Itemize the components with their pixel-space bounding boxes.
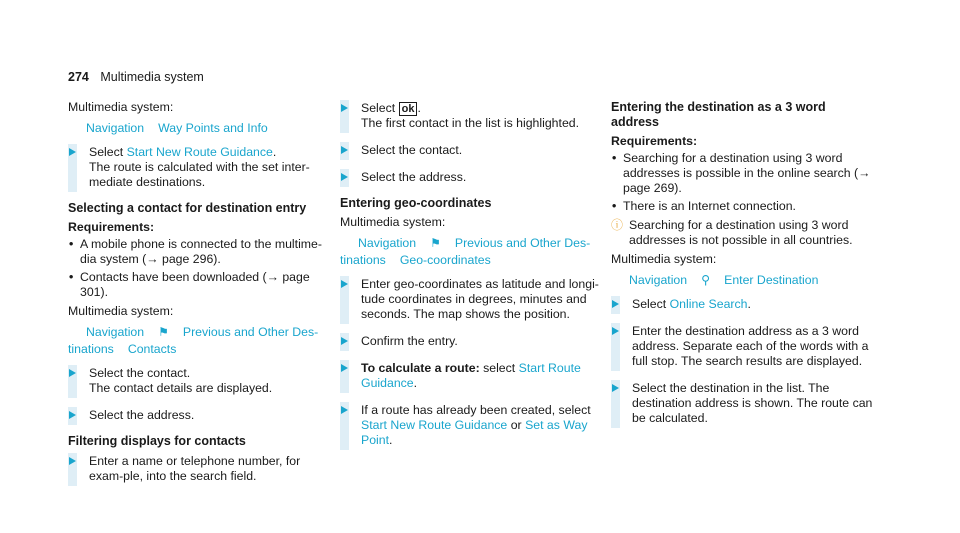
intro-text: Multimedia system:	[340, 215, 446, 229]
menu-path	[68, 325, 332, 340]
requirements-list	[611, 151, 875, 214]
step-bar	[340, 360, 349, 393]
step-text: .	[413, 376, 418, 390]
step-text: .	[272, 145, 277, 159]
step-bar	[611, 380, 620, 428]
step-bar	[68, 407, 77, 425]
arrow-icon	[341, 146, 348, 154]
step-bar	[340, 100, 349, 133]
step-text: If a route has already been created, select	[361, 403, 591, 417]
step-bar	[611, 296, 620, 314]
arrow-icon	[612, 327, 619, 335]
step-text: Select the address.	[361, 170, 467, 184]
step-text: Enter the destination address as a 3 word address. Separate each of the words with a full stop. The search results are displayed.	[632, 324, 869, 368]
column-3	[611, 100, 875, 437]
menu-path-item: Navigation	[86, 325, 145, 339]
menu-path-item: Navigation	[86, 121, 145, 135]
menu-path-item: Contacts	[127, 342, 177, 356]
instruction-step	[68, 453, 332, 486]
menu-path-item: Enter Destination	[724, 273, 819, 287]
menu-link: Start New Route Guidance	[361, 418, 508, 432]
instruction-step	[611, 380, 875, 428]
instruction-step	[340, 333, 604, 351]
arrow-icon	[612, 384, 619, 392]
requirement-item: • There is an Internet connection.	[611, 199, 875, 214]
step-text: Enter geo-coordinates as latitude and longi-tude coordinates in degrees, minutes and seconds. The map shows the position.	[361, 277, 599, 321]
intro-text: Multimedia system:	[611, 252, 717, 266]
column-1	[68, 100, 332, 495]
requirements-list	[68, 237, 332, 300]
step-text: .	[417, 101, 421, 115]
menu-path-item: Geo-coordinates	[399, 253, 491, 267]
step-result: The route is calculated with the set inter-mediate destinations.	[89, 160, 310, 189]
menu-path	[340, 236, 604, 251]
step-text: Enter a name or telephone number, for exam-ple, into the search field.	[89, 454, 301, 483]
instruction-step	[611, 323, 875, 371]
menu-path-item: tinations	[68, 342, 114, 356]
column-2	[340, 100, 604, 459]
menu-path-item: Previous and Other Des-	[454, 236, 591, 250]
step-bar	[68, 144, 77, 192]
menu-link: Start New Route Guidance	[126, 145, 273, 159]
step-bar	[340, 276, 349, 324]
requirement-item: • Searching for a destination using 3 word addresses is possible in the online search (→ page 269).	[611, 151, 875, 196]
page-header	[68, 70, 204, 85]
search-icon: ⚲	[701, 273, 711, 287]
step-bar	[68, 365, 77, 398]
info-note	[611, 218, 875, 248]
section-heading: Entering the destination as a 3 word address	[611, 100, 826, 129]
section-heading: Entering geo-coordinates	[340, 196, 492, 210]
arrow-icon	[69, 457, 76, 465]
instruction-step	[340, 100, 604, 133]
instruction-step	[340, 142, 604, 160]
step-bar	[340, 142, 349, 160]
step-text: Confirm the entry.	[361, 334, 458, 348]
step-text: Select the contact.	[361, 143, 463, 157]
flag-icon: ⚑	[430, 236, 441, 250]
step-text: Select the contact.	[89, 366, 191, 380]
step-bar	[68, 453, 77, 486]
menu-path	[68, 342, 332, 357]
arrow-icon	[341, 173, 348, 181]
step-text: .	[747, 297, 751, 311]
step-text: select	[479, 361, 519, 375]
step-text: Select the address.	[89, 408, 195, 422]
arrow-icon	[612, 300, 619, 308]
step-bar	[340, 169, 349, 187]
arrow-icon	[69, 148, 76, 156]
requirements-label: Requirements:	[68, 220, 155, 234]
arrow-icon	[341, 364, 348, 372]
instruction-step	[68, 407, 332, 425]
instruction-step	[340, 402, 604, 450]
requirements-label: Requirements:	[611, 134, 698, 148]
intro-text: Multimedia system:	[68, 304, 174, 318]
info-icon: ⓘ	[611, 218, 624, 232]
menu-link: Set as Way Point	[361, 418, 588, 447]
step-text: .	[389, 433, 393, 447]
menu-path	[611, 273, 875, 288]
instruction-step	[68, 144, 332, 192]
step-text: Select	[361, 101, 399, 115]
step-result: The contact details are displayed.	[89, 381, 273, 395]
step-bar	[340, 402, 349, 450]
menu-link: Online Search	[669, 297, 748, 311]
instruction-step	[340, 360, 604, 393]
requirement-item: • Contacts have been downloaded (→ page 301).	[68, 270, 332, 300]
page-header-title: Multimedia system	[100, 70, 204, 84]
menu-path-item: tinations	[340, 253, 386, 267]
menu-link: Start Route Guidance	[361, 361, 581, 390]
step-text: or	[507, 418, 526, 432]
note-text: Searching for a destination using 3 word addresses is not possible in all countries.	[629, 218, 853, 247]
instruction-step	[68, 365, 332, 398]
arrow-icon	[341, 280, 348, 288]
menu-path-item: Navigation	[358, 236, 417, 250]
page-number: 274	[68, 70, 89, 84]
intro-text: Multimedia system:	[68, 100, 174, 114]
step-bar	[611, 323, 620, 371]
section-heading: Filtering displays for contacts	[68, 434, 246, 448]
arrow-icon	[341, 337, 348, 345]
ok-key-icon: ok	[399, 102, 418, 116]
step-bold-label: To calculate a route:	[361, 361, 480, 375]
step-text: Select	[632, 297, 670, 311]
step-text: Select the destination in the list. The destination address is shown. The route can be calculated.	[632, 381, 873, 425]
flag-icon: ⚑	[158, 325, 169, 339]
instruction-step	[340, 276, 604, 324]
menu-path-item: Navigation	[629, 273, 688, 287]
arrow-icon	[69, 369, 76, 377]
step-text: Select	[89, 145, 127, 159]
section-heading: Selecting a contact for destination entry	[68, 201, 307, 215]
step-result: The first contact in the list is highlighted.	[361, 116, 580, 130]
instruction-step	[611, 296, 875, 314]
arrow-icon	[341, 104, 348, 112]
menu-path	[68, 121, 332, 136]
arrow-icon	[341, 406, 348, 414]
menu-path-item: Previous and Other Des-	[182, 325, 319, 339]
instruction-step	[340, 169, 604, 187]
requirement-item: • A mobile phone is connected to the multime-dia system (→ page 296).	[68, 237, 332, 267]
step-bar	[340, 333, 349, 351]
arrow-icon	[69, 411, 76, 419]
menu-path	[340, 253, 604, 268]
menu-path-item: Way Points and Info	[158, 121, 268, 135]
